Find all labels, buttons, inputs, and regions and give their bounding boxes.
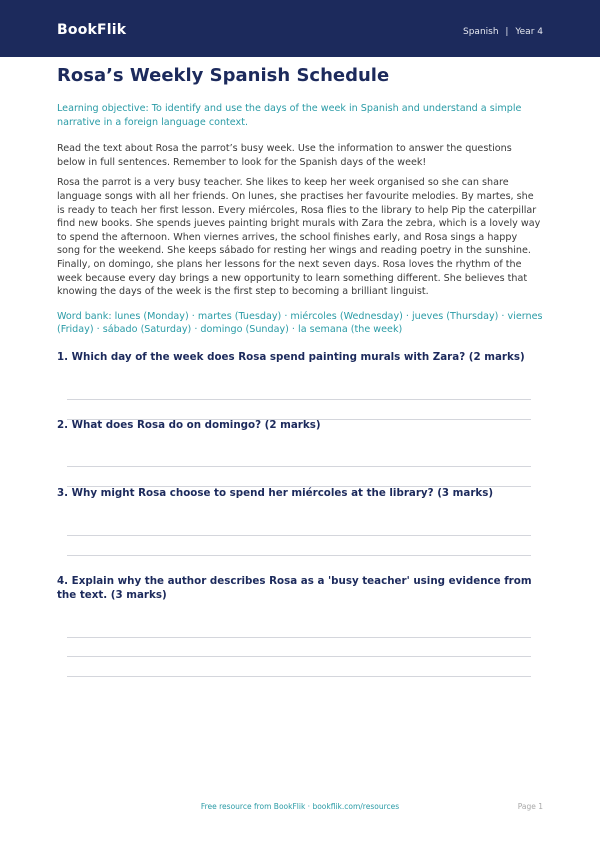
question-4: 4. Explain why the author describes Rosa as a 'busy teacher' using evidence from the text. (3 marks) xyxy=(57,575,532,601)
question-3: 3. Why might Rosa choose to spend her miércoles at the library? (3 marks) xyxy=(57,487,494,499)
question-2: 2. What does Rosa do on domingo? (2 marks) xyxy=(57,419,321,431)
answer-line[interactable] xyxy=(67,535,531,536)
answer-line[interactable] xyxy=(67,555,531,556)
page-header xyxy=(0,0,600,57)
answer-line[interactable] xyxy=(67,466,531,467)
worksheet-body xyxy=(57,64,543,337)
brand-logo: BookFlik xyxy=(57,22,127,38)
answer-line[interactable] xyxy=(67,637,531,638)
year-label: Year 4 xyxy=(515,27,543,37)
learning-objective: Learning objective: To identify and use the days of the week in Spanish and understand a simple narrative in a foreign language context. xyxy=(57,103,522,128)
page-number: Page 1 xyxy=(517,802,543,811)
instructions: Read the text about Rosa the parrot’s busy week. Use the information to answer the questions below in full sentences. Remember to look for the Spanish days of the week! xyxy=(57,143,512,168)
subject-label: Spanish xyxy=(463,27,499,37)
question-1: 1. Which day of the week does Rosa spend painting murals with Zara? (2 marks) xyxy=(57,351,525,363)
answer-line[interactable] xyxy=(67,399,531,400)
word-bank: Word bank: lunes (Monday) · martes (Tuesday) · miércoles (Wednesday) · jueves (Thursday) · viernes (Friday) · sábado (Saturday) · domingo (Sunday) · la semana (the week) xyxy=(57,310,543,336)
answer-line[interactable] xyxy=(67,676,531,677)
subject-year-label xyxy=(463,27,543,37)
story-text: Rosa the parrot is a very busy teacher. She likes to keep her week organised so she can share language songs with all her friends. On lunes, she practises her favourite melodies. By martes, she is ready to teach her first lesson. Every miércoles, Rosa flies to the library to help Pip the caterpillar find new books. She spends jueves painting bright murals with Zara the zebra, which is a lovely way to spend the afternoon. When viernes arrives, the school finishes early, and Rosa sings a happy song for the weekend. She keeps sábado for resting her wings and reading poetry in the sunshine. Finally, on domingo, she plans her lessons for the next seven days. Rosa loves the rhythm of the week because every day brings a new opportunity to learn something different. She believes that knowing the days of the week is the first step to becoming a brilliant linguist. xyxy=(57,177,541,298)
answer-line[interactable] xyxy=(67,656,531,657)
page-title: Rosa’s Weekly Spanish Schedule xyxy=(57,65,390,86)
meta-separator: | xyxy=(505,27,509,37)
footer-credit: Free resource from BookFlik · bookflik.com/resources xyxy=(200,802,400,811)
